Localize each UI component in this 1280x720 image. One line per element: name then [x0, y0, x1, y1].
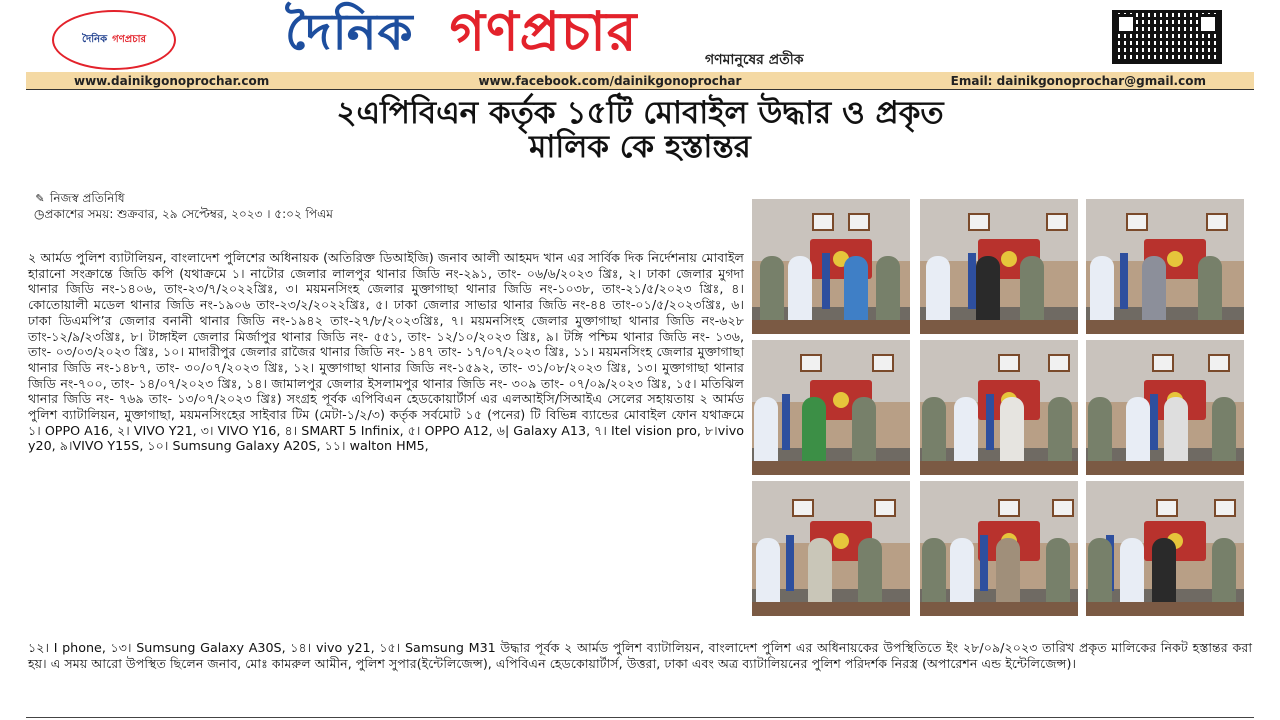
- article-body-continued: ১২। I phone, ১৩। Sumsung Galaxy A30S, ১৪। vivo y21, ১৫। Samsung M31 উদ্ধার পূর্বক ২ আর্মড পুলিশ ব্যাটালিয়ন, বাংলাদেশ পুলিশ এর অধিনায়কের উপস্থিতিতে ইং ২৮/০৯/২০২৩ তারিখ প্রকৃত মালিকের নিকট হস্তান্তর করা হয়। এ সময় আরো উপস্থিত ছিলেন জনাব, মোঃ কামরুল আমীন, পুলিশ সুপার(ইন্টেলিজেন্স), এপিবিএন হেডকোয়ার্টার্স, উত্তরা, ঢাকা এবং অত্র ব্যাটালিয়নের পুলিশ পরিদর্শক নিরস্ত্র (অপারেশন এন্ড ইন্টেলিজেন্স)।: [28, 640, 1252, 671]
- article-body-main: ২ আর্মড পুলিশ ব্যাটালিয়ন, বাংলাদেশ পুলিশের অধিনায়ক (অতিরিক্ত ডিআইজি) জনাব আলী আহমদ খান এর সার্বিক দিক নির্দেশনায় মোবাইল হারানো সংক্রান্তে জিডি কপি (যথাক্রমে ১। নাটোর জেলার লালপুর থানার জিডি নং-২৯১, তাং- ০৬/৬/২০২৩ খ্রিঃ, ২। ঢাকা জেলার মুগদা থানার জিডি নং-১৪০৬, তাং-২৩/৭/২০২২খ্রিঃ, ৩। ময়মনসিংহ জেলার মুক্তাগাছা থানার জিডি নং-১০৩৮, তাং-২১/৫/২০২৩ খ্রিঃ, ৪। কোতোয়ালী মডেল থানার জিডি নং-১৯০৬ তাং-২৩/২/২০২২খ্রিঃ, ৫। ঢাকা জেলার সাভার থানার জিডি নং-৪৪ তাং-০১/৫/২০২৩খ্রিঃ, ৬। ঢাকা ডিএমপি’র জেলার বনানী থানার জিডি নং-১৯৪২ তাং-২৭/৮/২০২৩খ্রিঃ, ৭। ময়মনসিংহ জেলার মুক্তাগাছা থানার জিডি নং-৬২৮ তাং-১২/৯/২৩খ্রিঃ, ৮। টাঙ্গাইল জেলার মির্জাপুর থানার জিডি নং- ৫৫১, তাং- ১২/১০/২০২৩ খ্রিঃ, ৯। টঙ্গি পশ্চিম থানার জিডি নং- ১৩৬, তাং- ০৩/০৩/২০২৩ খ্রিঃ, ১০। মাদারীপুর জেলার রাজৈর থানার জিডি নং- ১৪৭ তাং- ১৭/০৭/২০২৩ খ্রিঃ, ১১। ময়মনসিংহ জেলার মুক্তাগাছা থানার জিডি নং-১৪৮৭, তাং- ৩০/০৭/২০২৩ খ্রিঃ, ১২। মুক্তাগাছা থানার জিডি নং-১৫৯২, তাং- ৩১/০৮/২০২৩ খ্রিঃ, ১৩। মুক্তাগাছা থানার জিডি নং-৭০০, তাং- ১৪/০৭/২০২৩ খ্রিঃ, ১৪। জামালপুর জেলার ইসলামপুর থানার জিডি নং- ৩০৯ তাং- ০৭/০৯/২০২৩ খ্রিঃ, ১৫। মতিঝিল থানার জিডি নং- ৭৬৯ তাং- ১৩/০৭/২০২৩ খ্রিঃ) সংগ্রহ পূর্বক এপিবিএন হেডকোয়ার্টার্স এর এলআইসি/সিআইএ সেলের সহায়তায় ২ আর্মড পুলিশ ব্যাটালিয়ন, মুক্তাগাছা, ময়মনসিংহের সাইবার টিম (মেটা-১/২/৩) কর্তৃক সর্বমোট ১৫ (পনের) টি বিভিন্ন ব্যান্ডের মোবাইল ফোন যথাক্রমে ১। OPPO A16, ২। VIVO Y21, ৩। VIVO Y16, ৪। SMART 5 Infinix, ৫। OPPO A12, ৬| Galaxy A13, ৭। Itel vision pro, ৮।vivo y20, ৯।VIVO Y15S, ১০। Sumsung Galaxy A20S, ১১। walton HM5,: [28, 250, 744, 454]
- flag: [822, 253, 830, 309]
- photo-5[interactable]: [920, 340, 1078, 475]
- table: [920, 461, 1078, 475]
- website-link[interactable]: www.dainikgonoprochar.com: [74, 73, 270, 88]
- table: [752, 461, 910, 475]
- flag: [782, 394, 790, 450]
- table: [752, 320, 910, 334]
- table: [1086, 461, 1244, 475]
- wall-frame: [1052, 499, 1074, 517]
- wall-frame: [998, 499, 1020, 517]
- qr-code-icon: [1112, 10, 1222, 64]
- logo-text-2: গণপ্রচার: [112, 33, 147, 45]
- photo-3[interactable]: [1086, 199, 1244, 334]
- table: [752, 602, 910, 616]
- pencil-icon: ✎: [35, 192, 45, 205]
- photo-4[interactable]: [752, 340, 910, 475]
- flag: [980, 535, 988, 591]
- photo-2[interactable]: [920, 199, 1078, 334]
- photo-9[interactable]: [1086, 481, 1244, 616]
- photo-collage: [752, 199, 1246, 615]
- photo-8[interactable]: [920, 481, 1078, 616]
- title-part-2: গণপ্রচার: [449, 0, 638, 63]
- wall-frame: [998, 354, 1020, 372]
- wall-frame: [874, 499, 896, 517]
- flag: [1150, 394, 1158, 450]
- flag: [968, 253, 976, 309]
- photo-7[interactable]: [752, 481, 910, 616]
- wall-frame: [1208, 354, 1230, 372]
- logo-text-1: দৈনিক: [81, 33, 108, 45]
- email-link[interactable]: Email: dainikgonoprochar@gmail.com: [950, 73, 1206, 88]
- wall-frame: [1048, 354, 1070, 372]
- wall-frame: [1152, 354, 1174, 372]
- table: [1086, 602, 1244, 616]
- headline-line-1: ২এপিবিএন কর্তৃক ১৫টি মোবাইল উদ্ধার ও প্রকৃত: [336, 95, 944, 131]
- photo-1[interactable]: [752, 199, 910, 334]
- wall-frame: [968, 213, 990, 231]
- wall-frame: [1046, 213, 1068, 231]
- wall-frame: [848, 213, 870, 231]
- clock-icon: ◷: [34, 207, 45, 221]
- wall-frame: [1156, 499, 1178, 517]
- flag: [986, 394, 994, 450]
- wall-frame: [872, 354, 894, 372]
- publish-time-text: প্রকাশের সময়: শুক্রবার, ২৯ সেপ্টেম্বর, ২০২৩ । ৫:০২ পিএম: [44, 207, 333, 221]
- flag: [1120, 253, 1128, 309]
- wall-frame: [1206, 213, 1228, 231]
- title-part-1: দৈনিক: [285, 3, 414, 61]
- facebook-link[interactable]: www.facebook.com/dainikgonoprochar: [478, 73, 742, 88]
- wall-frame: [1126, 213, 1148, 231]
- table: [1086, 320, 1244, 334]
- table: [920, 320, 1078, 334]
- headline-line-2: মালিক কে হস্তান্তর: [529, 129, 751, 165]
- newspaper-title: [285, 2, 637, 62]
- publish-time: [34, 206, 333, 226]
- flag: [786, 535, 794, 591]
- wall-frame: [800, 354, 822, 372]
- contact-bar: [26, 72, 1254, 89]
- divider: [26, 717, 1254, 718]
- wall-frame: [812, 213, 834, 231]
- table: [920, 602, 1078, 616]
- article-headline: [0, 96, 1280, 164]
- masthead: [0, 0, 1280, 72]
- photo-6[interactable]: [1086, 340, 1244, 475]
- tagline: গণমানুষের প্রতীক: [705, 52, 804, 68]
- wall-frame: [792, 499, 814, 517]
- byline-text: নিজস্ব প্রতিনিধি: [50, 191, 125, 205]
- wall-frame: [1214, 499, 1236, 517]
- divider: [26, 89, 1254, 90]
- newspaper-logo[interactable]: [52, 10, 176, 70]
